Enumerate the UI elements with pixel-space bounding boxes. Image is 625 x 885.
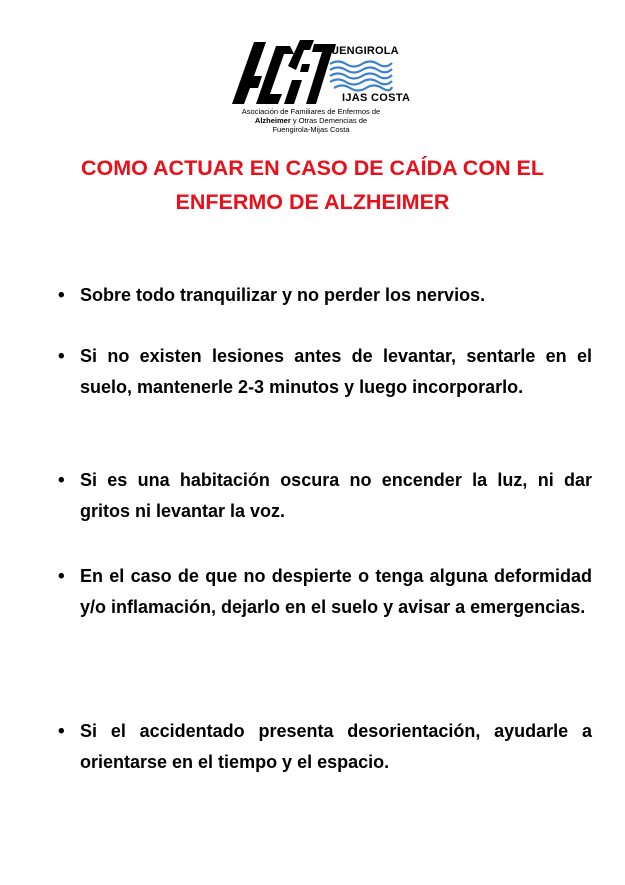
association-logo [228,36,411,138]
logo-caption-line-3: Fuengirola-Mijas Costa [272,125,350,135]
tip-text: Si el accidentado presenta desorientación, ayudarle a orientarse en el tiempo y el espacio. [80,721,592,772]
tip-item [58,465,592,527]
bullet-icon: • [58,566,65,587]
bullet-icon: • [58,346,65,367]
bullet-icon: • [58,721,65,742]
bullet-icon: • [58,470,65,491]
logo-caption-line-1: Asociación de Familiares de Enfermos de [241,107,381,116]
tip-text: En el caso de que no despierte o tenga alguna deformidad y/o inflamación, dejarlo en el suelo y avisar a emergencias. [80,566,592,617]
tip-item [58,561,592,623]
tip-item [58,341,592,403]
logo-caption-line-2 [228,116,394,125]
logo-caption-alzheimer: Alzheimer [254,116,291,126]
logo-caption-line-2-rest: y Otras Demencias de [290,116,368,126]
tip-text: Sobre todo tranquilizar y no perder los nervios. [80,285,486,305]
logo-name-bottom: IJAS COSTA [342,92,411,104]
tip-text: Si es una habitación oscura no encender la luz, ni dar gritos ni levantar la voz. [80,470,592,521]
afa-logo-mark-icon [232,36,336,106]
tip-item [58,280,592,311]
page-title-line-1: COMO ACTUAR EN CASO DE CAÍDA CON EL [80,156,545,180]
logo-caption [228,107,394,135]
waves-icon [328,58,394,92]
logo-name-top: UENGIROLA [331,45,399,57]
page-title [40,151,585,219]
tip-text: Si no existen lesiones antes de levantar, sentarle en el suelo, mantenerle 2-3 minutos y luego incorporarlo. [80,346,592,397]
bullet-icon: • [58,285,65,306]
page-title-line-2: ENFERMO DE ALZHEIMER [175,190,450,214]
tip-item [58,716,592,778]
